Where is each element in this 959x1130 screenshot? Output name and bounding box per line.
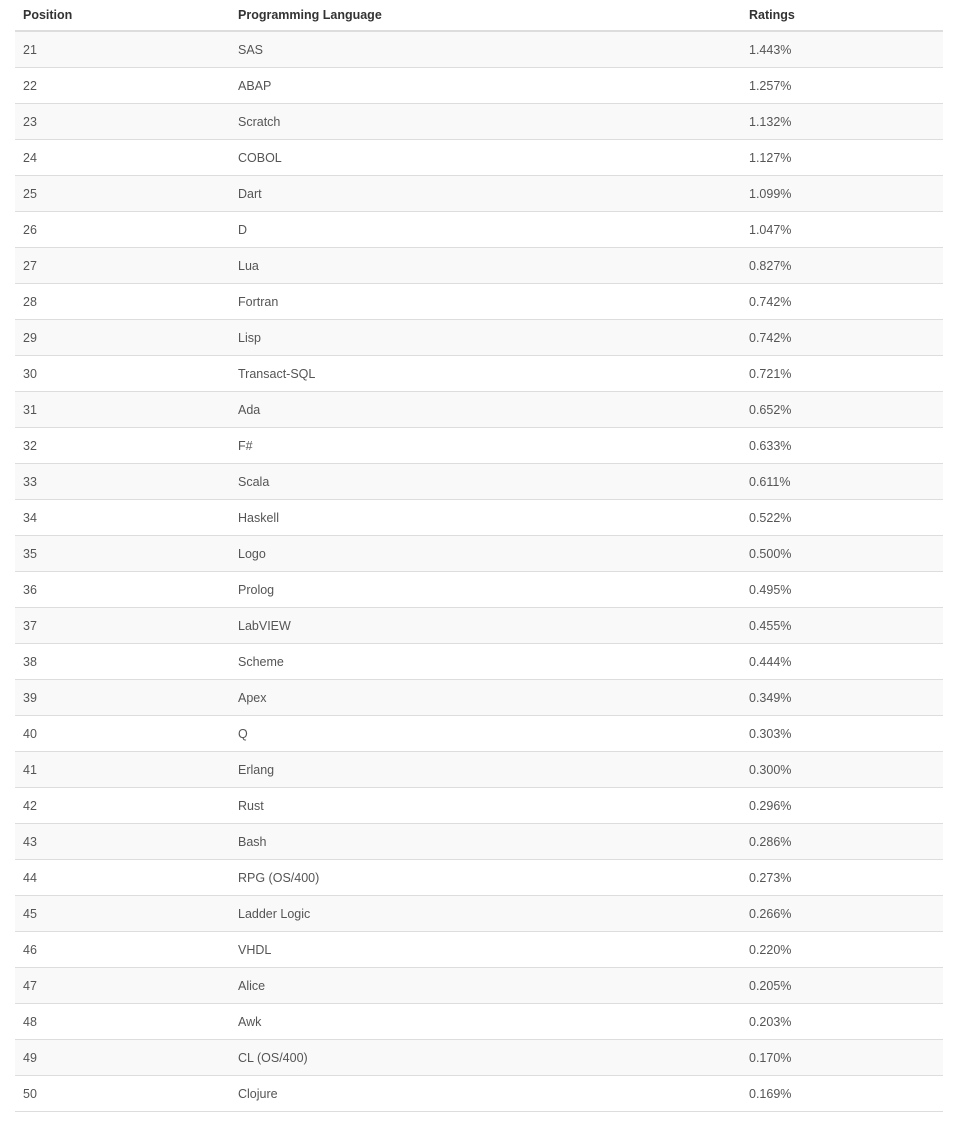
cell-position: 30 [15,356,230,392]
cell-language: Awk [230,1004,741,1040]
table-row [15,716,943,752]
header-position: Position [15,0,230,31]
cell-rating: 0.721% [741,356,943,392]
cell-position: 40 [15,716,230,752]
cell-rating: 0.169% [741,1076,943,1112]
cell-rating: 0.633% [741,428,943,464]
table-row [15,176,943,212]
table-row [15,428,943,464]
cell-rating: 0.170% [741,1040,943,1076]
cell-rating: 0.203% [741,1004,943,1040]
table-row [15,1004,943,1040]
cell-language: D [230,212,741,248]
cell-rating: 0.652% [741,392,943,428]
cell-language: CL (OS/400) [230,1040,741,1076]
cell-position: 24 [15,140,230,176]
cell-position: 28 [15,284,230,320]
cell-position: 48 [15,1004,230,1040]
cell-position: 38 [15,644,230,680]
ranking-table-container [15,0,943,1112]
table-row [15,1040,943,1076]
cell-position: 29 [15,320,230,356]
table-row [15,680,943,716]
cell-position: 23 [15,104,230,140]
cell-rating: 0.495% [741,572,943,608]
cell-rating: 1.127% [741,140,943,176]
cell-rating: 0.205% [741,968,943,1004]
cell-rating: 0.742% [741,320,943,356]
cell-language: Clojure [230,1076,741,1112]
cell-rating: 0.273% [741,860,943,896]
table-row [15,572,943,608]
table-row [15,536,943,572]
cell-language: F# [230,428,741,464]
cell-rating: 1.132% [741,104,943,140]
cell-position: 26 [15,212,230,248]
cell-position: 33 [15,464,230,500]
cell-rating: 0.444% [741,644,943,680]
table-row [15,284,943,320]
cell-rating: 0.827% [741,248,943,284]
cell-rating: 0.349% [741,680,943,716]
table-row [15,320,943,356]
cell-position: 32 [15,428,230,464]
cell-position: 44 [15,860,230,896]
cell-position: 36 [15,572,230,608]
cell-rating: 1.443% [741,31,943,68]
cell-rating: 1.047% [741,212,943,248]
cell-language: Q [230,716,741,752]
cell-position: 39 [15,680,230,716]
cell-language: Lua [230,248,741,284]
cell-rating: 0.742% [741,284,943,320]
table-row [15,68,943,104]
table-row [15,248,943,284]
cell-rating: 1.099% [741,176,943,212]
cell-language: Ada [230,392,741,428]
cell-language: Bash [230,824,741,860]
header-ratings: Ratings [741,0,943,31]
table-header [15,0,943,31]
cell-position: 34 [15,500,230,536]
cell-position: 43 [15,824,230,860]
table-row [15,644,943,680]
cell-position: 45 [15,896,230,932]
cell-language: Lisp [230,320,741,356]
cell-language: Apex [230,680,741,716]
table-row [15,1076,943,1112]
cell-position: 25 [15,176,230,212]
cell-language: VHDL [230,932,741,968]
cell-rating: 0.300% [741,752,943,788]
cell-language: Transact-SQL [230,356,741,392]
table-row [15,31,943,68]
cell-language: Logo [230,536,741,572]
cell-position: 21 [15,31,230,68]
cell-rating: 0.522% [741,500,943,536]
table-row [15,752,943,788]
cell-position: 22 [15,68,230,104]
table-row [15,788,943,824]
ranking-table [15,0,943,1112]
cell-rating: 0.220% [741,932,943,968]
cell-language: ABAP [230,68,741,104]
cell-language: Haskell [230,500,741,536]
cell-language: Rust [230,788,741,824]
cell-language: Ladder Logic [230,896,741,932]
cell-language: Dart [230,176,741,212]
cell-language: Scratch [230,104,741,140]
cell-language: RPG (OS/400) [230,860,741,896]
cell-language: SAS [230,31,741,68]
cell-language: Scheme [230,644,741,680]
cell-position: 37 [15,608,230,644]
cell-language: Prolog [230,572,741,608]
cell-position: 31 [15,392,230,428]
cell-position: 47 [15,968,230,1004]
cell-position: 27 [15,248,230,284]
cell-position: 50 [15,1076,230,1112]
cell-rating: 0.611% [741,464,943,500]
header-programming-language: Programming Language [230,0,741,31]
header-row [15,0,943,31]
cell-rating: 1.257% [741,68,943,104]
cell-language: Erlang [230,752,741,788]
cell-rating: 0.296% [741,788,943,824]
table-row [15,824,943,860]
cell-position: 42 [15,788,230,824]
table-row [15,608,943,644]
table-row [15,896,943,932]
cell-rating: 0.500% [741,536,943,572]
cell-language: Scala [230,464,741,500]
table-row [15,356,943,392]
table-row [15,932,943,968]
table-row [15,860,943,896]
cell-rating: 0.303% [741,716,943,752]
table-row [15,212,943,248]
cell-language: Alice [230,968,741,1004]
cell-language: Fortran [230,284,741,320]
cell-rating: 0.455% [741,608,943,644]
table-row [15,500,943,536]
cell-position: 49 [15,1040,230,1076]
table-row [15,140,943,176]
table-row [15,104,943,140]
cell-language: LabVIEW [230,608,741,644]
table-row [15,392,943,428]
cell-language: COBOL [230,140,741,176]
table-body [15,31,943,1112]
cell-rating: 0.266% [741,896,943,932]
cell-position: 46 [15,932,230,968]
table-row [15,968,943,1004]
cell-position: 41 [15,752,230,788]
cell-rating: 0.286% [741,824,943,860]
table-row [15,464,943,500]
cell-position: 35 [15,536,230,572]
